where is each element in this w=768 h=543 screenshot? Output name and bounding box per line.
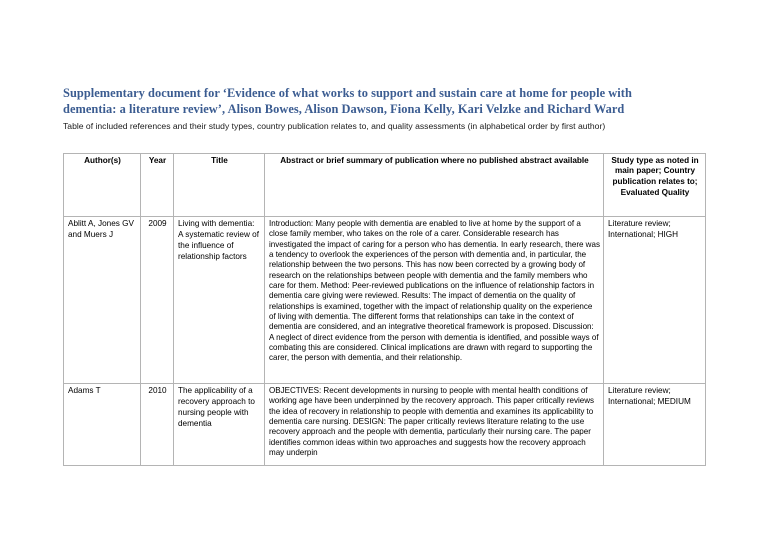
cell-year: 2009 [141,216,174,383]
cell-year: 2010 [141,383,174,465]
cell-title: The applicability of a recovery approach to nursing people with dementia [174,383,265,465]
cell-author: Adams T [64,383,141,465]
table-header-row [64,153,706,216]
cell-title: Living with dementia: A systematic review of the influence of relationship factors [174,216,265,383]
page-subtitle: Table of included references and their study types, country publication relates to, and quality assessments (in alphabetical order by first author) [63,120,606,131]
column-header-title: Title [174,153,265,216]
table-body [64,216,706,465]
cell-study-type: Literature review; International; HIGH [604,216,706,383]
references-table [63,153,706,466]
table-row [64,216,706,383]
column-header-author: Author(s) [64,153,141,216]
page-title: Supplementary document for ‘Evidence of what works to support and sustain care at home for people with dementia: a literature review’, Alison Bowes, Alison Dawson, Fiona Kelly, Kari Velzke and Richard Ward [63,86,632,117]
table-header [64,153,706,216]
cell-author: Ablitt A, Jones GV and Muers J [64,216,141,383]
column-header-study-type: Study type as noted in main paper; Country publication relates to; Evaluated Quality [604,153,706,216]
cell-abstract: OBJECTIVES: Recent developments in nursing to people with mental health conditions of working age have been underpinned by the recovery approach. This paper critically reviews the idea of recovery in relationship to people with dementia and examines its applicability to dementia care nursing. DESIGN: The paper critically reviews literature relating to the use recovery approach and the people with dementia, particularly their nursing care. The paper identifies common ideas within two approaches and suggests how the recovery approach may underpin [265,383,604,465]
cell-abstract: Introduction: Many people with dementia are enabled to live at home by the support of a close family member, who takes on the role of a carer. Considerable research has investigated the impact of caring for a person who has dementia. In early research, there was a tendency to overlook the experiences of the person with dementia and, in particular, the relationship between the two persons. This has now been corrected by a growing body of research on the relationships between people with dementia and the family members who care for them. Method: Peer-reviewed publications on the influence of relationship factors in dementia care giving were reviewed. Results: The impact of dementia on the quality of relationships is examined, together with the impact of relationship quality on the experience of living with dementia. The different forms that relationships can take in the context of dementia are considered, and an integrative theoretical framework is proposed. Discussion: A neglect of direct evidence from the person with dementia is identified, and possible ways of combating this are considered. Clinical implications are drawn with regard to supporting the carer, the person with dementia, and their relationship. [265,216,604,383]
column-header-abstract: Abstract or brief summary of publication where no published abstract available [265,153,604,216]
column-header-year: Year [141,153,174,216]
cell-study-type: Literature review; International; MEDIUM [604,383,706,465]
table-row [64,383,706,465]
